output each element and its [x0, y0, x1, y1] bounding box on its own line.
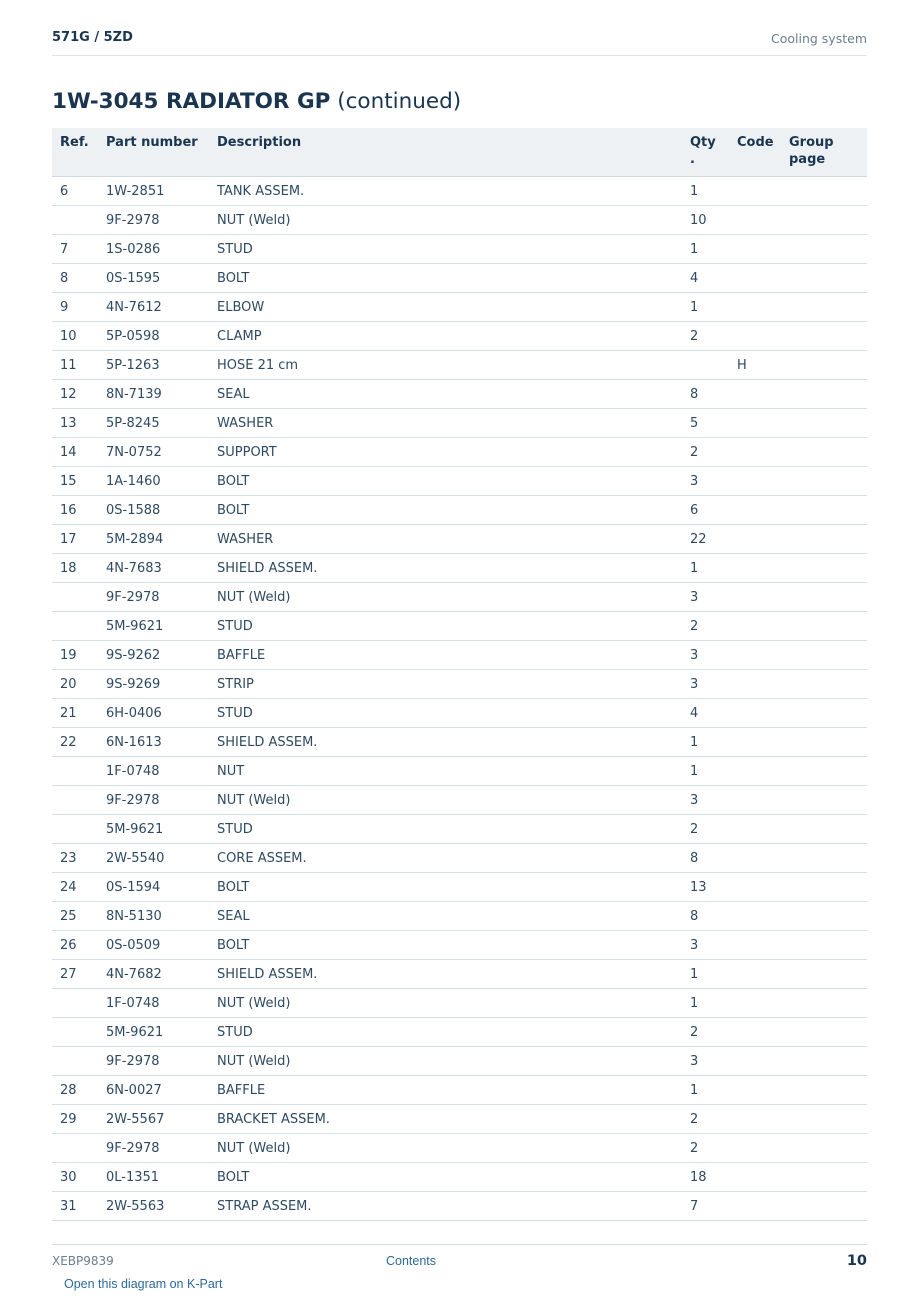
cell-part-number: 2W-5540	[106, 851, 165, 866]
cell-qty: 3	[690, 474, 699, 489]
title-main: 1W-3045 RADIATOR GP	[52, 89, 331, 114]
cell-description: STRAP ASSEM.	[217, 1199, 312, 1214]
table-row	[52, 467, 867, 496]
cell-ref: 21	[60, 706, 77, 721]
table-row	[52, 206, 867, 235]
table-row	[52, 873, 867, 902]
cell-description: BAFFLE	[217, 648, 266, 663]
cell-qty: 7	[690, 1199, 699, 1214]
cell-part-number: 4N-7682	[106, 967, 162, 982]
cell-qty: 4	[690, 271, 699, 286]
cell-ref: 24	[60, 880, 77, 895]
cell-qty: 2	[690, 619, 699, 634]
cell-part-number: 9F-2978	[106, 213, 160, 228]
column-header-ref: Ref.	[60, 135, 89, 150]
cell-description: BOLT	[217, 271, 250, 286]
page-number: 10	[846, 1253, 867, 1269]
cell-part-number: 8N-7139	[106, 387, 162, 402]
cell-qty: 3	[690, 793, 699, 808]
cell-ref: 16	[60, 503, 77, 518]
cell-ref: 31	[60, 1199, 77, 1214]
cell-description: SHIELD ASSEM.	[217, 735, 318, 750]
cell-part-number: 6N-1613	[106, 735, 162, 750]
cell-part-number: 0S-1588	[106, 503, 161, 518]
table-body	[52, 177, 867, 1221]
cell-part-number: 5P-1263	[106, 358, 160, 373]
cell-part-number: 9F-2978	[106, 1141, 160, 1156]
table-row	[52, 1076, 867, 1105]
table-row	[52, 989, 867, 1018]
cell-qty: 2	[690, 822, 699, 837]
page-footer	[52, 1244, 867, 1300]
cell-qty: 1	[690, 967, 699, 982]
cell-part-number: 9F-2978	[106, 793, 160, 808]
cell-part-number: 1S-0286	[106, 242, 161, 257]
cell-description: STUD	[217, 242, 253, 257]
table-row	[52, 264, 867, 293]
cell-description: CLAMP	[217, 329, 262, 344]
table-row	[52, 670, 867, 699]
cell-part-number: 1F-0748	[106, 996, 160, 1011]
cell-qty: 1	[690, 735, 699, 750]
cell-part-number: 5P-8245	[106, 416, 160, 431]
table-row	[52, 351, 867, 380]
cell-qty: 8	[690, 851, 699, 866]
cell-ref: 27	[60, 967, 77, 982]
cell-ref: 10	[60, 329, 77, 344]
cell-qty: 1	[690, 1083, 699, 1098]
cell-ref: 29	[60, 1112, 77, 1127]
cell-qty: 2	[690, 329, 699, 344]
cell-description: WASHER	[217, 416, 274, 431]
table-row	[52, 844, 867, 873]
cell-ref: 7	[60, 242, 69, 257]
table-row	[52, 235, 867, 264]
table-row	[52, 409, 867, 438]
table-row	[52, 612, 867, 641]
cell-description: NUT (Weld)	[217, 996, 291, 1011]
table-row	[52, 1018, 867, 1047]
table-header	[52, 128, 867, 177]
cell-part-number: 9F-2978	[106, 590, 160, 605]
cell-description: NUT (Weld)	[217, 1141, 291, 1156]
cell-part-number: 0S-1594	[106, 880, 161, 895]
cell-description: SUPPORT	[217, 445, 277, 460]
cell-description: SEAL	[217, 909, 250, 924]
table-row	[52, 322, 867, 351]
table-row	[52, 380, 867, 409]
cell-ref: 6	[60, 184, 69, 199]
document-id: XEBP9839	[52, 1254, 114, 1268]
cell-part-number: 5M-9621	[106, 619, 164, 634]
cell-qty: 2	[690, 1141, 699, 1156]
cell-qty: 18	[690, 1170, 707, 1185]
cell-qty: 2	[690, 1025, 699, 1040]
cell-ref: 22	[60, 735, 77, 750]
column-header-code: Code	[737, 135, 774, 150]
cell-ref: 25	[60, 909, 77, 924]
cell-part-number: 7N-0752	[106, 445, 162, 460]
cell-description: STUD	[217, 706, 253, 721]
title-suffix: (continued)	[337, 89, 462, 114]
cell-description: STUD	[217, 822, 253, 837]
cell-qty: 3	[690, 938, 699, 953]
cell-description: TANK ASSEM.	[217, 184, 305, 199]
cell-description: NUT	[217, 764, 245, 779]
cell-part-number: 0S-0509	[106, 938, 161, 953]
cell-ref: 19	[60, 648, 77, 663]
cell-part-number: 5M-9621	[106, 822, 164, 837]
table-row	[52, 699, 867, 728]
page-title	[52, 89, 461, 114]
cell-part-number: 9F-2978	[106, 1054, 160, 1069]
cell-description: SEAL	[217, 387, 250, 402]
cell-qty: 1	[690, 996, 699, 1011]
cell-ref: 13	[60, 416, 77, 431]
table-row	[52, 525, 867, 554]
cell-description: CORE ASSEM.	[217, 851, 307, 866]
cell-description: BOLT	[217, 1170, 250, 1185]
cell-qty: 13	[690, 880, 707, 895]
section-label: Cooling system	[771, 31, 867, 46]
model-label: 571G / 5ZD	[52, 30, 133, 45]
cell-part-number: 2W-5567	[106, 1112, 165, 1127]
column-header-part-number: Part number	[106, 135, 198, 150]
table-row	[52, 815, 867, 844]
cell-qty: 8	[690, 909, 699, 924]
open-kpart-link[interactable]: Open this diagram on K-Part	[64, 1277, 223, 1291]
cell-part-number: 0L-1351	[106, 1170, 160, 1185]
cell-ref: 20	[60, 677, 77, 692]
cell-description: SHIELD ASSEM.	[217, 967, 318, 982]
cell-ref: 28	[60, 1083, 77, 1098]
cell-qty: 22	[690, 532, 707, 547]
cell-part-number: 5M-2894	[106, 532, 164, 547]
cell-ref: 8	[60, 271, 69, 286]
cell-qty: 3	[690, 1054, 699, 1069]
cell-description: STRIP	[217, 677, 254, 692]
cell-ref: 18	[60, 561, 77, 576]
cell-description: HOSE 21 cm	[217, 358, 299, 373]
cell-ref: 12	[60, 387, 77, 402]
cell-qty: 3	[690, 677, 699, 692]
cell-part-number: 4N-7683	[106, 561, 162, 576]
table-row	[52, 293, 867, 322]
cell-part-number: 9S-9262	[106, 648, 161, 663]
cell-qty: 5	[690, 416, 699, 431]
table-row	[52, 1163, 867, 1192]
cell-part-number: 5P-0598	[106, 329, 160, 344]
column-header-group-page: Group page	[789, 135, 834, 167]
cell-ref: 30	[60, 1170, 77, 1185]
column-header-description: Description	[217, 135, 302, 150]
cell-description: SHIELD ASSEM.	[217, 561, 318, 576]
column-header-qty: Qty .	[690, 135, 716, 167]
cell-part-number: 8N-5130	[106, 909, 162, 924]
cell-description: WASHER	[217, 532, 274, 547]
cell-ref: 15	[60, 474, 77, 489]
contents-link[interactable]: Contents	[386, 1254, 437, 1268]
cell-code: H	[737, 358, 747, 373]
cell-part-number: 4N-7612	[106, 300, 162, 315]
cell-qty: 1	[690, 300, 699, 315]
cell-ref: 9	[60, 300, 69, 315]
cell-ref: 23	[60, 851, 77, 866]
cell-part-number: 6H-0406	[106, 706, 162, 721]
cell-part-number: 9S-9269	[106, 677, 161, 692]
cell-part-number: 5M-9621	[106, 1025, 164, 1040]
table-row	[52, 902, 867, 931]
table-row	[52, 757, 867, 786]
cell-part-number: 1W-2851	[106, 184, 165, 199]
page-header	[52, 28, 867, 56]
cell-description: BOLT	[217, 880, 250, 895]
cell-description: ELBOW	[217, 300, 265, 315]
cell-qty: 2	[690, 1112, 699, 1127]
cell-qty: 1	[690, 184, 699, 199]
table-row	[52, 554, 867, 583]
table-row	[52, 1047, 867, 1076]
cell-qty: 10	[690, 213, 707, 228]
cell-qty: 1	[690, 561, 699, 576]
cell-description: NUT (Weld)	[217, 590, 291, 605]
cell-description: STUD	[217, 1025, 253, 1040]
table-row	[52, 786, 867, 815]
table-row	[52, 177, 867, 206]
cell-description: NUT (Weld)	[217, 213, 291, 228]
cell-part-number: 6N-0027	[106, 1083, 162, 1098]
cell-qty: 2	[690, 445, 699, 460]
table-row	[52, 583, 867, 612]
cell-part-number: 2W-5563	[106, 1199, 165, 1214]
cell-description: STUD	[217, 619, 253, 634]
table-row	[52, 1134, 867, 1163]
cell-qty: 1	[690, 764, 699, 779]
cell-qty: 6	[690, 503, 699, 518]
cell-qty: 8	[690, 387, 699, 402]
table-row	[52, 641, 867, 670]
cell-qty: 4	[690, 706, 699, 721]
cell-ref: 17	[60, 532, 77, 547]
cell-qty: 3	[690, 648, 699, 663]
cell-description: BRACKET ASSEM.	[217, 1112, 330, 1127]
table-row	[52, 1105, 867, 1134]
parts-table	[52, 128, 867, 1221]
table-row	[52, 1192, 867, 1221]
cell-qty: 1	[690, 242, 699, 257]
cell-description: BAFFLE	[217, 1083, 266, 1098]
cell-part-number: 1A-1460	[106, 474, 161, 489]
cell-description: BOLT	[217, 503, 250, 518]
cell-description: NUT (Weld)	[217, 1054, 291, 1069]
cell-description: BOLT	[217, 938, 250, 953]
cell-qty: 3	[690, 590, 699, 605]
table-row	[52, 960, 867, 989]
cell-ref: 14	[60, 445, 77, 460]
table-row	[52, 931, 867, 960]
cell-description: NUT (Weld)	[217, 793, 291, 808]
cell-part-number: 1F-0748	[106, 764, 160, 779]
cell-ref: 11	[60, 358, 77, 373]
cell-ref: 26	[60, 938, 77, 953]
table-row	[52, 728, 867, 757]
cell-description: BOLT	[217, 474, 250, 489]
cell-part-number: 0S-1595	[106, 271, 161, 286]
table-row	[52, 438, 867, 467]
table-row	[52, 496, 867, 525]
